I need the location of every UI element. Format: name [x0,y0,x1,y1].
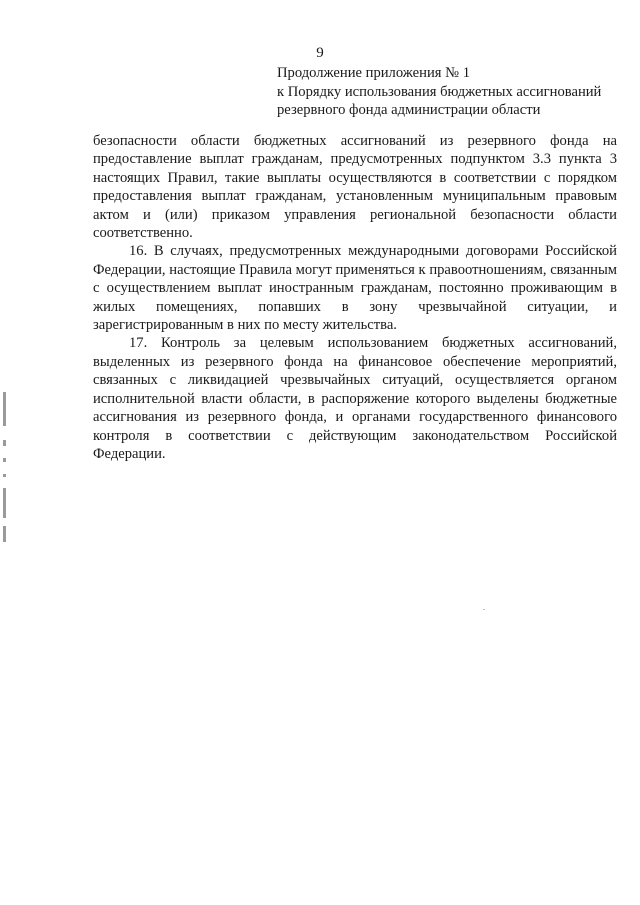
appendix-header-line-1: Продолжение приложения № 1 [277,65,470,81]
paragraph-continuation: безопасности области бюджетных ассигнований из резервного фонда на предоставление выплат гражданам, предусмотренных подпунктом 3.3 пункта 3 настоящих Правил, такие выплаты осуществляются в соответствии с порядком предоставления выплат гражданам, установленным муниципальным правовым актом и (или) приказом управления региональной безопасности области соответственно. [93,133,617,242]
paragraph-16: 16. В случаях, предусмотренных международными договорами Российской Федерации, настоящие Правила могут применяться к правоотношениям, связанным с осуществлением выплат иностранным гражданам, постоянно проживающим в жилых помещениях, попавших в зону чрезвычайной ситуации, и зарегистрированным в них по месту жительства. [93,243,617,334]
scan-speck [483,609,485,610]
page-number: 9 [316,45,324,61]
paragraph-17: 17. Контроль за целевым использованием бюджетных ассигнований, выделенных из резервного фонда на финансовое обеспечение мероприятий, связанных с ликвидацией чрезвычайных ситуаций, осуществляется органом исполнительной власти области, в распоряжение которого выделены бюджетные ассигнования из резервного фонда, и органами государственного финансового контроля в соответствии с действующим законодательством Российской Федерации. [93,335,617,462]
document-body [93,132,617,463]
appendix-header [277,64,627,120]
margin-stamp-marks [3,392,9,542]
appendix-header-line-3: резервного фонда администрации области [277,102,541,118]
appendix-header-line-2: к Порядку использования бюджетных ассигнований [277,83,602,100]
